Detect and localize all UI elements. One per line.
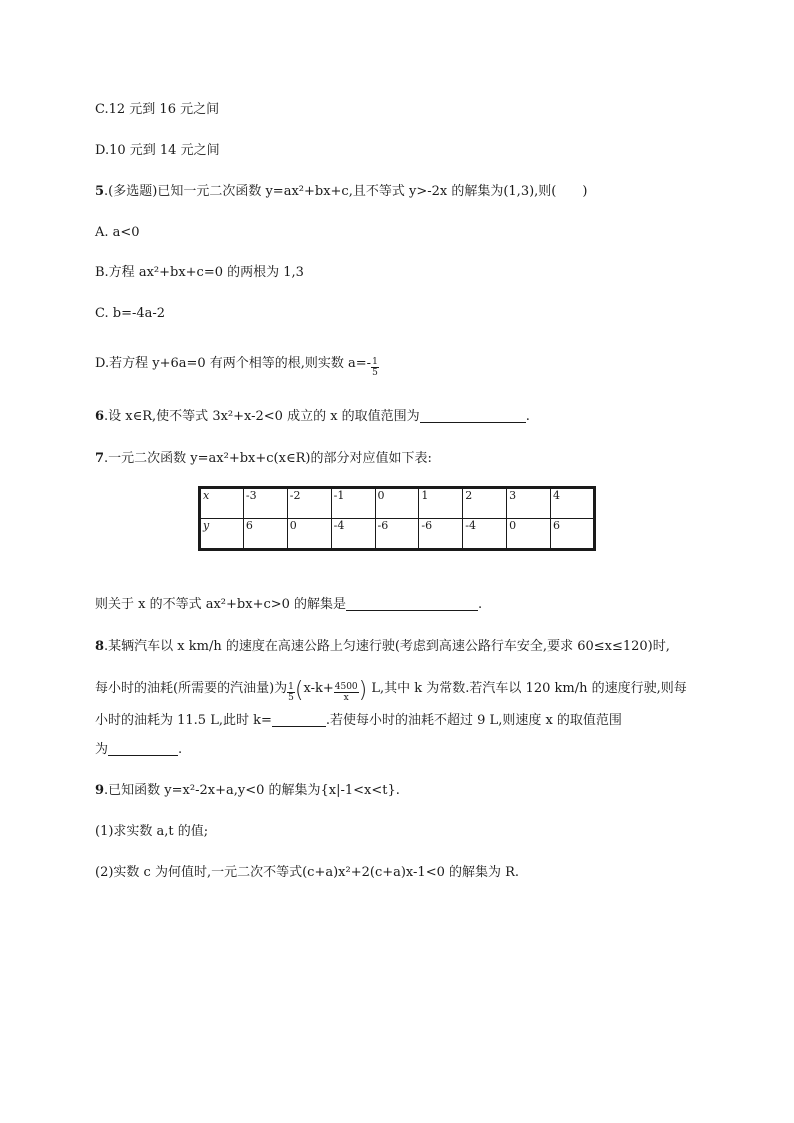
stem-text: L,其中 k 为常数.若汽车以 120 km/h 的速度行驶,则每 <box>367 681 687 696</box>
table-cell: 1 <box>419 488 463 519</box>
table-cell: -3 <box>243 488 287 519</box>
answer-blank[interactable] <box>346 596 478 611</box>
option-c: C.12 元到 16 元之间 <box>95 102 220 117</box>
q5-option-a: A. a<0 <box>95 225 140 240</box>
question-number: 8 <box>95 639 105 654</box>
right-paren: ) <box>358 678 368 703</box>
stem-text: 小时的油耗为 11.5 L,此时 k= <box>95 713 272 728</box>
table-row-y <box>200 519 595 550</box>
fraction-denominator: 5 <box>372 368 378 378</box>
table-cell: -2 <box>287 488 331 519</box>
fraction <box>371 357 379 378</box>
value-table <box>198 486 596 551</box>
question-number: 9 <box>95 783 105 798</box>
left-paren: ( <box>294 678 304 703</box>
table-cell: 2 <box>463 488 507 519</box>
expression: x-k+ <box>303 681 334 696</box>
stem-text: 每小时的油耗(所需要的汽油量)为 <box>95 681 288 696</box>
question-6 <box>95 408 530 426</box>
table-cell: 6 <box>243 519 287 550</box>
question-8 <box>95 638 670 656</box>
table-cell: -1 <box>331 488 375 519</box>
option-d-text: D.若方程 y+6a=0 有两个相等的根,则实数 a=- <box>95 356 372 371</box>
answer-blank[interactable] <box>420 408 526 423</box>
question-5 <box>95 183 587 201</box>
q8-line-2 <box>95 674 687 704</box>
question-9 <box>95 782 400 800</box>
fraction <box>287 682 295 703</box>
table-cell: 6 <box>551 519 595 550</box>
fraction-numerator: 1 <box>288 682 294 692</box>
row-label-y: y <box>200 519 244 550</box>
stem-end: . <box>178 742 183 757</box>
answer-blank[interactable] <box>108 741 178 756</box>
q8-line-4 <box>95 741 182 759</box>
fraction-numerator: 4500 <box>334 682 358 692</box>
table-cell: -6 <box>419 519 463 550</box>
table-cell: -4 <box>331 519 375 550</box>
question-stem: .某辆汽车以 x km/h 的速度在高速公路上匀速行驶(考虑到高速公路行车安全,要求 60≤x≤120)时, <box>104 639 670 654</box>
question-tag: .(多选题) <box>104 184 158 199</box>
option-d: D.10 元到 14 元之间 <box>95 143 220 158</box>
q7-after <box>95 596 482 614</box>
question-7 <box>95 450 432 468</box>
q9-part-1: (1)求实数 a,t 的值; <box>95 824 209 839</box>
q5-option-d <box>95 355 379 378</box>
table-cell: 0 <box>287 519 331 550</box>
question-stem: .已知函数 y=x²-2x+a,y<0 的解集为{x|-1<x<t}. <box>104 783 400 798</box>
stem-text: .若使每小时的油耗不超过 9 L,则速度 x 的取值范围 <box>325 713 622 728</box>
stem-text: 为 <box>95 742 109 757</box>
table-row-x <box>200 488 595 519</box>
answer-blank[interactable] <box>272 712 326 727</box>
question-number: 5 <box>95 184 105 199</box>
question-number: 7 <box>95 451 105 466</box>
question-stem: .一元二次函数 y=ax²+bx+c(x∈R)的部分对应值如下表: <box>104 451 432 466</box>
q9-part-2: (2)实数 c 为何值时,一元二次不等式(c+a)x²+2(c+a)x-1<0 的解集为 R. <box>95 865 520 880</box>
question-number: 6 <box>95 409 105 424</box>
question-stem: 则关于 x 的不等式 ax²+bx+c>0 的解集是 <box>95 597 347 612</box>
question-stem: 已知一元二次函数 y=ax²+bx+c,且不等式 y>-2x 的解集为(1,3),则( ) <box>157 184 588 199</box>
fraction <box>334 682 359 703</box>
table-cell: 0 <box>375 488 419 519</box>
fraction-numerator: 1 <box>372 357 378 367</box>
q5-option-b: B.方程 ax²+bx+c=0 的两根为 1,3 <box>95 265 304 280</box>
q8-line-3 <box>95 712 622 730</box>
row-label-x: x <box>200 488 244 519</box>
q5-option-c: C. b=-4a-2 <box>95 306 166 321</box>
table-cell: 4 <box>551 488 595 519</box>
table-cell: 0 <box>507 519 551 550</box>
fraction-denominator: 5 <box>288 693 294 703</box>
stem-end: . <box>525 409 530 424</box>
stem-end: . <box>478 597 483 612</box>
question-stem: .设 x∈R,使不等式 3x²+x-2<0 成立的 x 的取值范围为 <box>104 409 420 424</box>
fraction-denominator: x <box>343 693 349 703</box>
table-cell: 3 <box>507 488 551 519</box>
table-cell: -6 <box>375 519 419 550</box>
table-cell: -4 <box>463 519 507 550</box>
